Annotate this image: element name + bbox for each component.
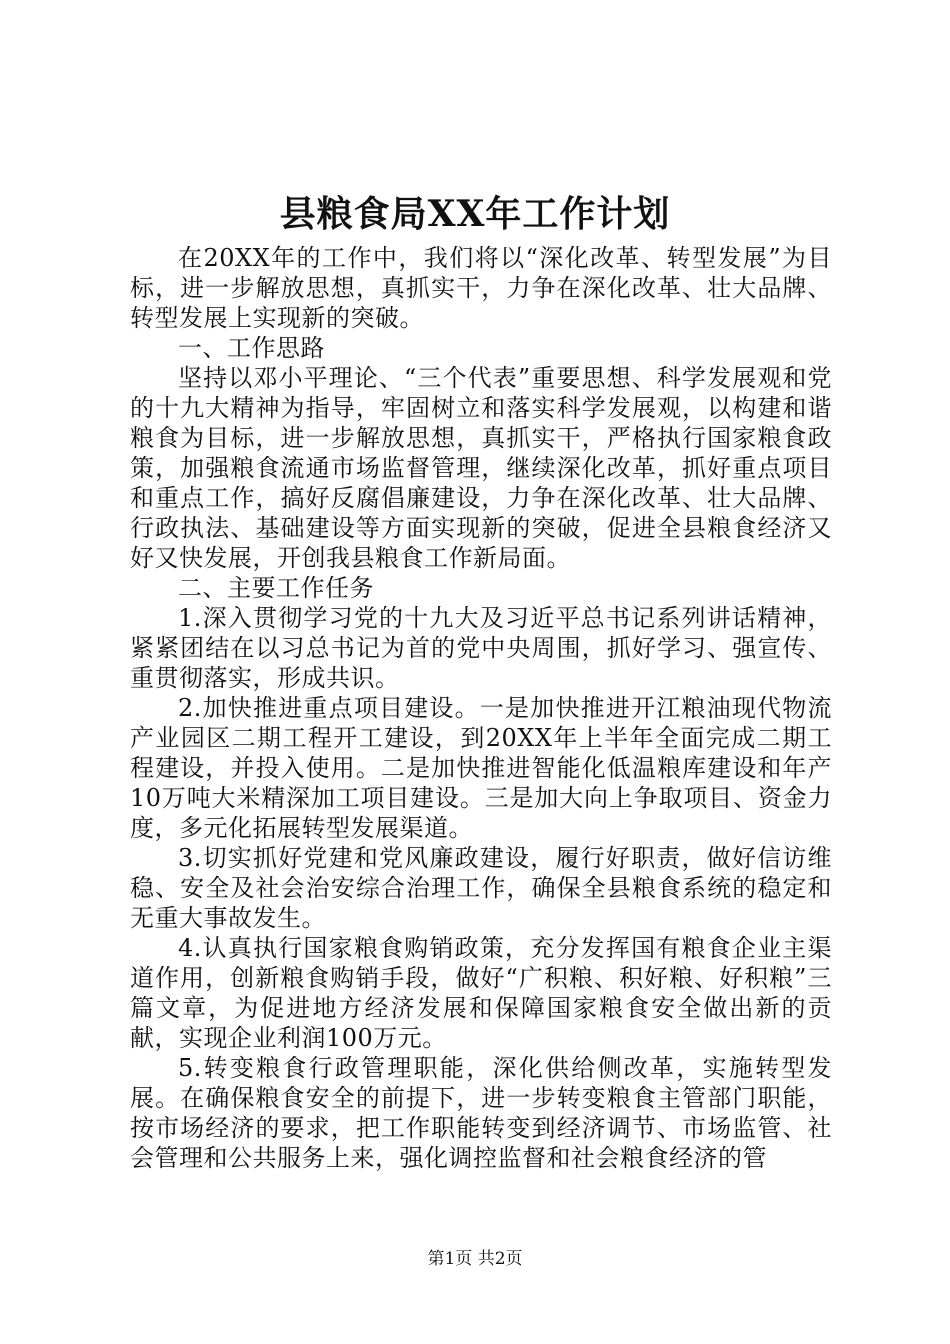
document-title: 县粮食局XX年工作计划 [279, 193, 671, 235]
work-approach-paragraph: 坚持以邓小平理论、“三个代表”重要思想、科学发展观和党的十九大精神为指导，牢固树立和落实科学发展观，以构建和谐粮食为目标，进一步解放思想，真抓实干，严格执行国家粮食政策，加强粮食流通市场监督管理，继续深化改革，抓好重点项目和重点工作，搞好反腐倡廉建设，力争在深化改革、壮大品牌、行政执法、基础建设等方面实现新的突破，促进全县粮食经济又好又快发展，开创我县粮食工作新局面。 [130, 364, 832, 572]
page-number-footer: 第1页 共2页 [427, 1249, 523, 1269]
task-item-5: 5.转变粮食行政管理职能，深化供给侧改革，实施转型发展。在确保粮食安全的前提下，进一步转变粮食主管部门职能，按市场经济的要求，把工作职能转变到经济调节、市场监管、社会管理和公共服务上来，强化调控监督和社会粮食经济的管 [130, 1054, 832, 1172]
document-body [130, 243, 832, 1173]
section-heading-work-approach: 一、工作思路 [178, 334, 325, 362]
task-item-1: 1.深入贯彻学习党的十九大及习近平总书记系列讲话精神，紧紧团结在以习总书记为首的党中央周围，抓好学习、强宣传、重贯彻落实，形成共识。 [130, 604, 832, 692]
section-heading-main-tasks: 二、主要工作任务 [178, 574, 374, 602]
task-item-2: 2.加快推进重点项目建设。一是加快推进开江粮油现代物流产业园区二期工程开工建设，到20XX年上半年全面完成二期工程建设，并投入使用。二是加快推进智能化低温粮库建设和年产10万吨大米精深加工项目建设。三是加大向上争取项目、资金力度，多元化拓展转型发展渠道。 [130, 694, 832, 842]
intro-paragraph: 在20XX年的工作中，我们将以“深化改革、转型发展”为目标，进一步解放思想，真抓实干，力争在深化改革、壮大品牌、转型发展上实现新的突破。 [130, 244, 832, 332]
task-item-3: 3.切实抓好党建和党风廉政建设，履行好职责，做好信访维稳、安全及社会治安综合治理工作，确保全县粮食系统的稳定和无重大事故发生。 [130, 844, 832, 932]
task-item-4: 4.认真执行国家粮食购销政策，充分发挥国有粮食企业主渠道作用，创新粮食购销手段，做好“广积粮、积好粮、好积粮”三篇文章，为促进地方经济发展和保障国家粮食安全做出新的贡献，实现企业利润100万元。 [130, 934, 832, 1052]
